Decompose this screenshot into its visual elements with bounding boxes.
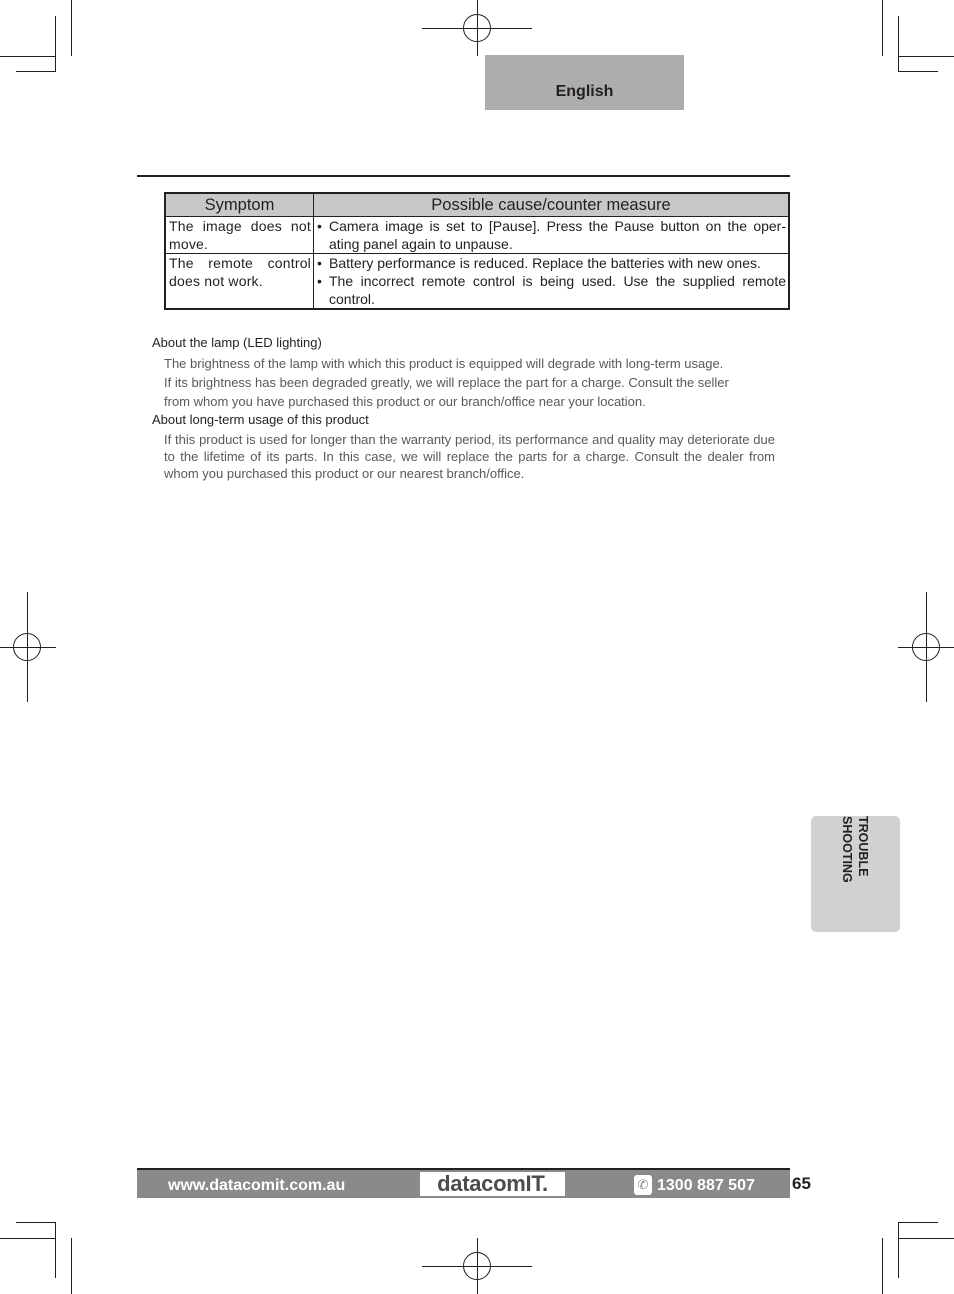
side-tab-line: TROUBLE <box>856 816 870 877</box>
registration-circle <box>463 14 491 42</box>
crop-mark <box>898 1238 954 1239</box>
bullet-icon: • <box>317 255 322 271</box>
registration-circle <box>463 1252 491 1280</box>
table-header-row <box>165 193 789 217</box>
note-heading: About the lamp (LED lighting) <box>152 335 322 350</box>
header-symptom: Symptom <box>165 193 314 217</box>
phone-icon: ✆ <box>634 1175 652 1195</box>
cause-text: Battery performance is reduced. Replace the batteries with new ones. <box>329 255 761 271</box>
crop-mark <box>898 16 899 72</box>
crop-mark <box>55 1222 56 1278</box>
crop-mark <box>898 1222 938 1223</box>
footer-bar <box>137 1168 790 1198</box>
crop-mark <box>16 71 56 72</box>
crop-mark <box>0 1238 56 1239</box>
footer-url[interactable]: www.datacomit.com.au <box>168 1177 346 1194</box>
note-heading: About long-term usage of this product <box>152 412 369 427</box>
side-tab-line: SHOOTING <box>840 816 854 883</box>
table-row <box>165 217 789 254</box>
cause-cell <box>314 217 790 254</box>
note-body <box>164 354 775 411</box>
note-line: from whom you have purchased this product or our branch/office near your location. <box>164 394 646 409</box>
cause-cell <box>314 254 790 310</box>
table-row <box>165 254 789 310</box>
crop-mark <box>882 1238 883 1294</box>
cause-item <box>317 254 786 272</box>
cause-text: The incorrect remote control is being used. Use the supplied remote control. <box>329 273 786 307</box>
page-number: 65 <box>792 1174 811 1193</box>
note-body: If this product is used for longer than the warranty period, its performance and quality may deteriorate due to the lifetime of its parts. In this case, we will replace the parts for a charge. Consult the dealer from whom you purchased this product or our nearest branch/office. <box>164 432 775 481</box>
section-side-tab-label <box>839 816 871 932</box>
troubleshooting-table <box>164 192 790 310</box>
language-tab <box>485 55 684 110</box>
bullet-icon: • <box>317 273 322 289</box>
crop-mark <box>55 16 56 72</box>
crop-mark <box>898 1222 899 1278</box>
crop-mark <box>898 71 938 72</box>
crop-mark <box>71 1238 72 1294</box>
header-cause: Possible cause/counter measure <box>314 193 790 217</box>
note-line: If its brightness has been degraded greatly, we will replace the part for a charge. Consult the seller <box>164 375 729 390</box>
crop-mark <box>0 56 56 57</box>
top-rule <box>137 175 790 177</box>
footer-phone: 1300 887 507 <box>657 1177 755 1194</box>
note-line: The brightness of the lamp with which this product is equipped will degrade with long-term usage. <box>164 356 724 371</box>
crop-mark <box>71 0 72 56</box>
registration-circle <box>912 633 940 661</box>
registration-circle <box>13 633 41 661</box>
symptom-cell: The remote control does not work. <box>165 254 314 310</box>
bullet-icon: • <box>317 218 322 234</box>
crop-mark <box>16 1222 56 1223</box>
symptom-cell: The image does not move. <box>165 217 314 254</box>
cause-text: Camera image is set to [Pause]. Press the Pause button on the oper-ating panel again to unpause. <box>329 218 786 252</box>
crop-mark <box>898 56 954 57</box>
cause-item <box>317 217 786 253</box>
cause-item <box>317 272 786 308</box>
footer-logo: datacomIT. <box>420 1172 565 1196</box>
crop-mark <box>882 0 883 56</box>
language-tab-label: English <box>555 83 614 100</box>
